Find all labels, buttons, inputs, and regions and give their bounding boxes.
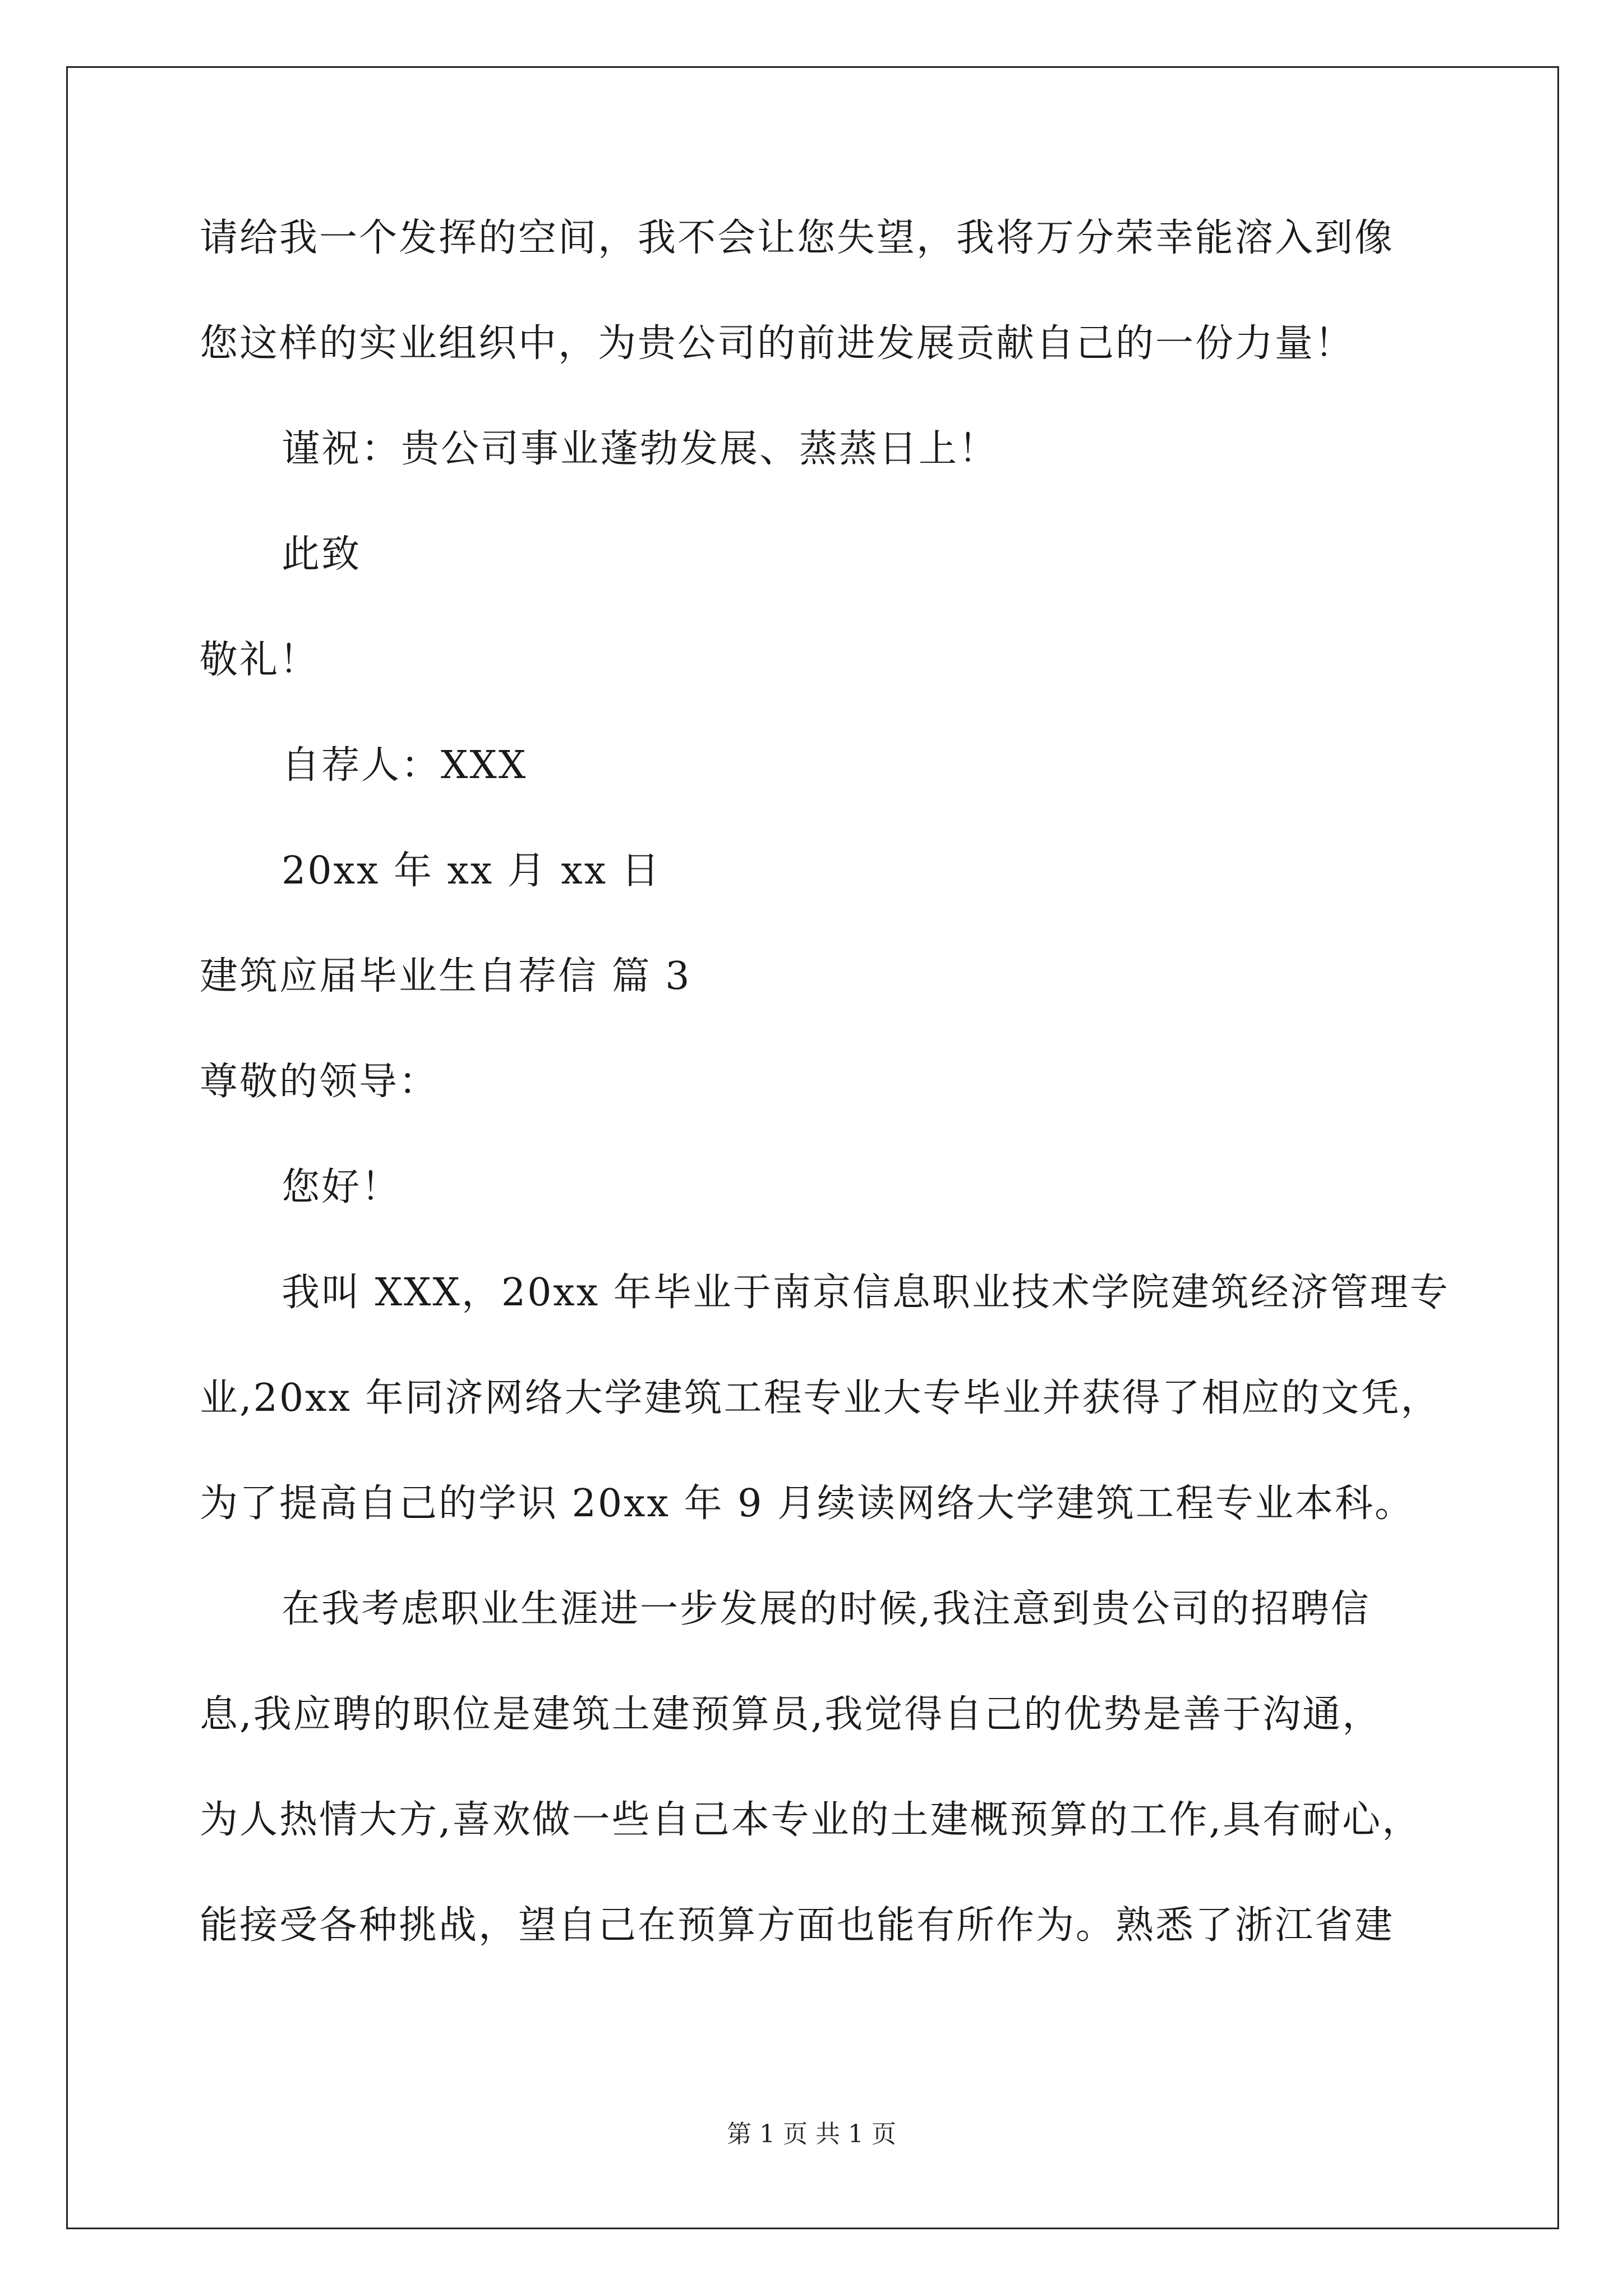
paragraph-line: 为了提高自己的学识 20xx 年 9 月续读网络大学建筑工程专业本科。 <box>200 1481 1414 1526</box>
greeting-hello: 您好！ <box>282 1165 402 1209</box>
closing-wish: 谨祝：贵公司事业蓬勃发展、蒸蒸日上！ <box>282 427 999 471</box>
signature-name: 自荐人：XXX <box>282 743 528 788</box>
greeting-recipient: 尊敬的领导： <box>200 1060 439 1104</box>
paragraph-line: 您这样的实业组织中，为贵公司的前进发展贡献自己的一份力量！ <box>200 321 1355 366</box>
paragraph-line: 能接受各种挑战，望自己在预算方面也能有所作为。熟悉了浙江省建 <box>200 1903 1395 1948</box>
paragraph-line: 息,我应聘的职位是建筑土建预算员,我觉得自己的优势是善于沟通， <box>200 1692 1382 1737</box>
salutation-jing-li: 敬礼！ <box>200 638 320 682</box>
salutation-ci-zhi: 此致 <box>282 532 362 577</box>
paragraph-line: 在我考虑职业生涯进一步发展的时候,我注意到贵公司的招聘信 <box>282 1587 1371 1631</box>
paragraph-line: 我叫 XXX，20xx 年毕业于南京信息职业技术学院建筑经济管理专 <box>282 1271 1450 1315</box>
page-footer: 第 1 页 共 1 页 <box>727 2120 896 2148</box>
section-heading: 建筑应届毕业生自荐信 篇 3 <box>200 954 691 999</box>
signature-date: 20xx 年 xx 月 xx 日 <box>282 849 661 893</box>
paragraph-line: 业,20xx 年同济网络大学建筑工程专业大专毕业并获得了相应的文凭， <box>200 1376 1441 1420</box>
paragraph-line: 为人热情大方,喜欢做一些自己本专业的土建概预算的工作,具有耐心， <box>200 1798 1422 1842</box>
paragraph-line: 请给我一个发挥的空间，我不会让您失望，我将万分荣幸能溶入到像 <box>200 216 1395 260</box>
